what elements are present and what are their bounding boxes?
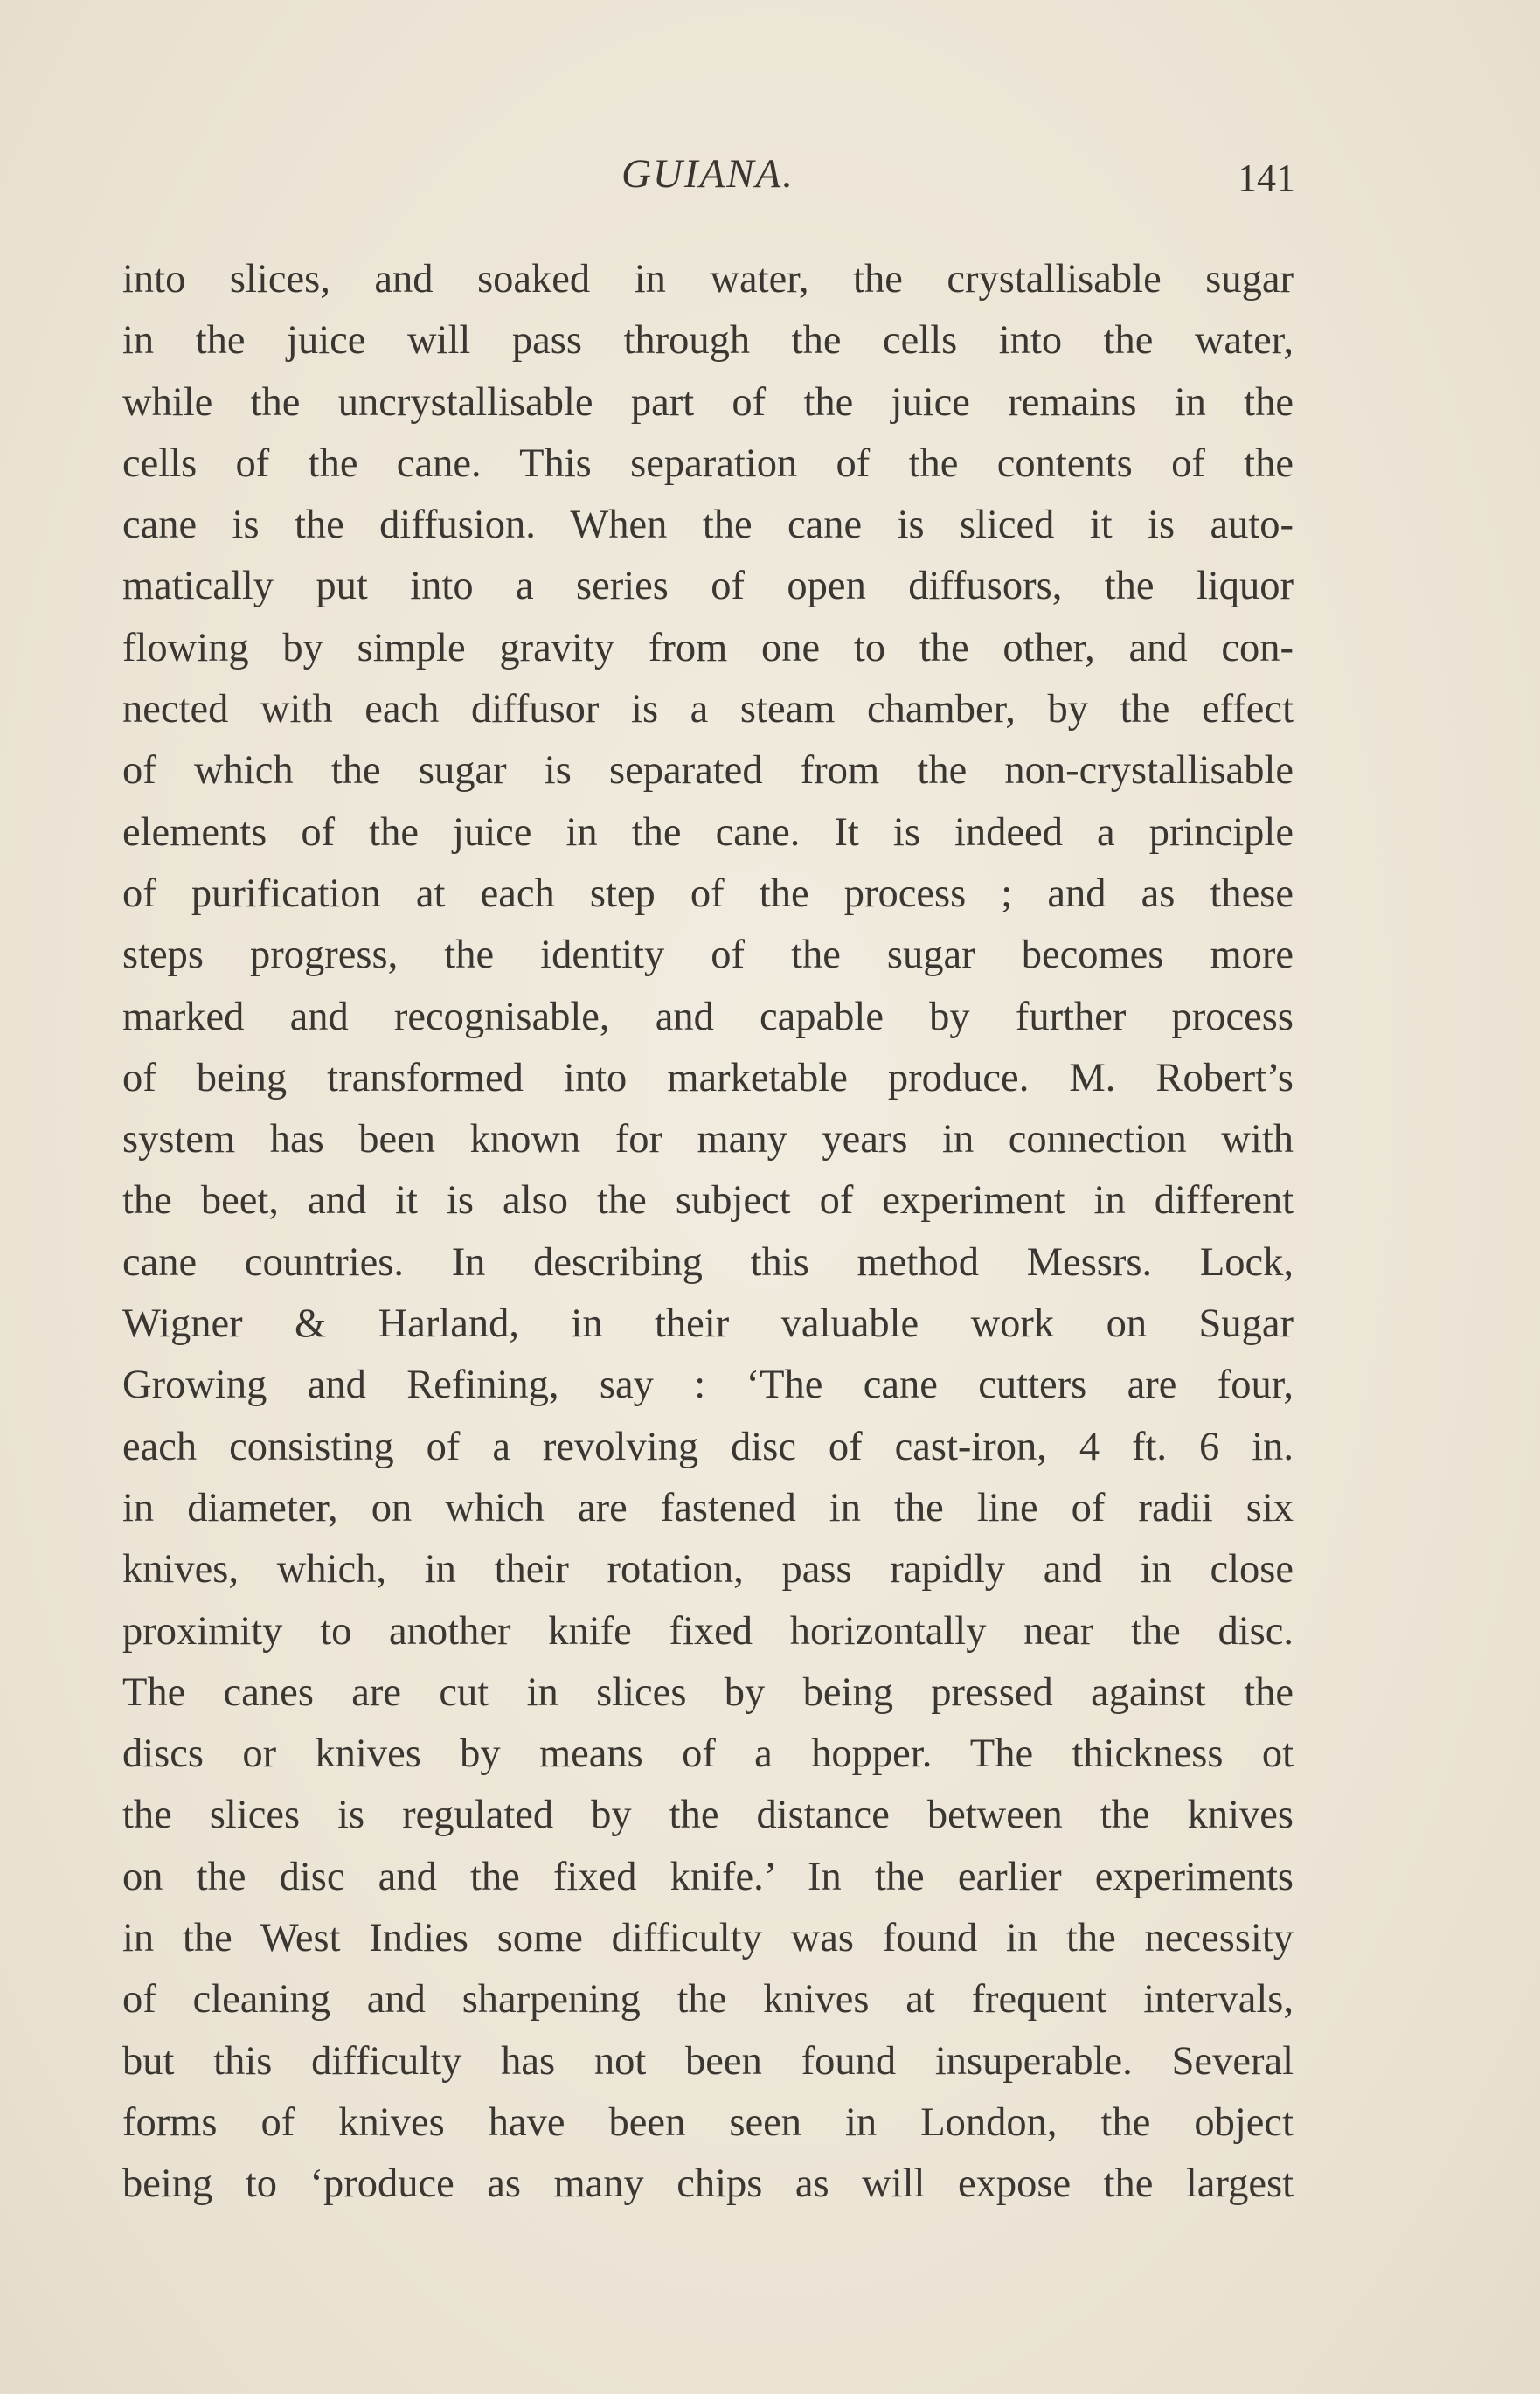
text-line: Growing and Refining, say : ‘The cane cutters are four, xyxy=(122,1363,1294,1408)
page-number: 141 xyxy=(1238,156,1295,199)
text-line: of which the sugar is separated from the non-crystallisable xyxy=(122,748,1294,794)
text-line: each consisting of a revolving disc of cast-iron, 4 ft. 6 in. xyxy=(122,1424,1294,1469)
text-line: matically put into a series of open diffusors, the liquor xyxy=(122,564,1294,609)
text-line: while the uncrystallisable part of the juice remains in the xyxy=(122,379,1294,425)
text-line: The canes are cut in slices by being pressed against the xyxy=(122,1669,1294,1715)
text-line: discs or knives by means of a hopper. The thickness ot xyxy=(122,1731,1294,1777)
text-line: into slices, and soaked in water, the crystallisable sugar xyxy=(122,257,1294,302)
text-line: in the juice will pass through the cells into the water, xyxy=(122,318,1294,364)
text-line: in diameter, on which are fastened in the line of radii six xyxy=(122,1485,1294,1530)
text-line: flowing by simple gravity from one to the other, and con- xyxy=(122,625,1294,670)
running-title: GUIANA. xyxy=(621,151,795,197)
text-line: marked and recognisable, and capable by further process xyxy=(122,994,1294,1039)
text-line: cells of the cane. This separation of the contents of the xyxy=(122,441,1294,486)
text-line: the slices is regulated by the distance between the knives xyxy=(122,1793,1294,1838)
text-line: forms of knives have been seen in London, the object xyxy=(122,2099,1294,2145)
text-line: of cleaning and sharpening the knives at frequent intervals, xyxy=(122,1977,1294,2023)
text-line: system has been known for many years in connection with xyxy=(122,1117,1294,1162)
text-line: but this difficulty has not been found insuperable. Several xyxy=(122,2038,1294,2084)
text-line: of being transformed into marketable produce. M. Robert’s xyxy=(122,1055,1294,1100)
body-text xyxy=(122,249,1294,2216)
text-line: of purification at each step of the process ; and as these xyxy=(122,871,1294,916)
text-line: the beet, and it is also the subject of experiment in different xyxy=(122,1178,1294,1224)
page-header xyxy=(0,150,1540,212)
text-line: on the disc and the fixed knife.’ In the earlier experiments xyxy=(122,1854,1294,1899)
text-line: proximity to another knife fixed horizontally near the disc. xyxy=(122,1608,1294,1654)
text-line: knives, which, in their rotation, pass rapidly and in close xyxy=(122,1547,1294,1593)
text-line: steps progress, the identity of the sugar becomes more xyxy=(122,933,1294,978)
text-line: cane countries. In describing this method Messrs. Lock, xyxy=(122,1239,1294,1285)
text-line: elements of the juice in the cane. It is indeed a principle xyxy=(122,809,1294,855)
text-line: Wigner & Harland, in their valuable work on Sugar xyxy=(122,1301,1294,1347)
text-line: in the West Indies some difficulty was found in the necessity xyxy=(122,1916,1294,1961)
text-line: being to ‘produce as many chips as will expose the largest xyxy=(122,2162,1294,2207)
text-line: nected with each diffusor is a steam chamber, by the effect xyxy=(122,687,1294,732)
text-line: cane is the diffusion. When the cane is sliced it is auto- xyxy=(122,503,1294,548)
